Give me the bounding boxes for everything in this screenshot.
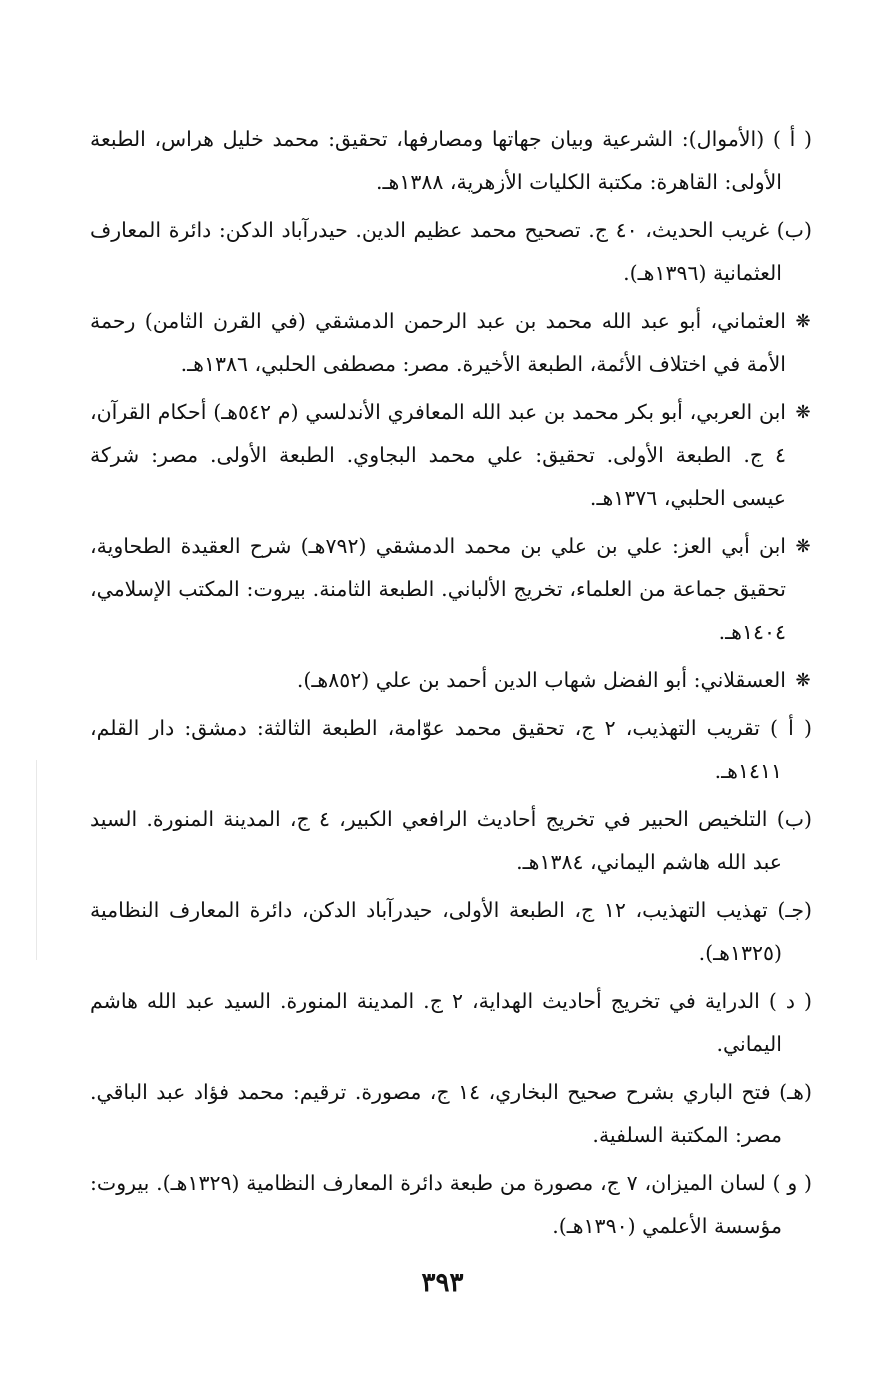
entry-text: ابن أبي العز: علي بن علي بن محمد الدمشقي (٧٩٢هـ) شرح العقيدة الطحاوية، تحقيق جماعة من العلماء، تخريج الألباني. الطبعة الثامنة. بيروت: المكتب الإسلامي، ١٤٠٤هـ. [90, 534, 786, 644]
bibliography-entry [90, 659, 812, 702]
entry-text: (جـ) تهذيب التهذيب، ١٢ ج، الطبعة الأولى، حيدرآباد الدكن، دائرة المعارف النظامية (١٣٢٥هـ). [90, 898, 813, 965]
bibliography-subentry [90, 798, 812, 884]
bibliography-subentry [90, 118, 812, 204]
entry-text: ابن العربي، أبو بكر محمد بن عبد الله المعافري الأندلسي (م ٥٤٢هـ) أحكام القرآن، ٤ ج. الطبعة الأولى. تحقيق: علي محمد البجاوي. الطبعة الأولى. مصر: شركة عيسى الحلبي، ١٣٧٦هـ. [90, 400, 786, 510]
entry-text: (ب) التلخيص الحبير في تخريج أحاديث الرافعي الكبير، ٤ ج، المدينة المنورة. السيد عبد الله هاشم اليماني، ١٣٨٤هـ. [90, 807, 812, 874]
bibliography-entry [90, 525, 812, 654]
page-number: ٣٩٣ [421, 1268, 464, 1298]
star-bullet-icon: ❋ [795, 402, 811, 423]
bibliography-page-body [90, 118, 812, 1253]
entry-text: ( أ ) (الأموال): الشرعية وبيان جهاتها ومصارفها، تحقيق: محمد خليل هراس، الطبعة الأولى: القاهرة: مكتبة الكليات الأزهرية، ١٣٨٨هـ. [90, 127, 812, 194]
star-bullet-icon: ❋ [795, 536, 811, 557]
bibliography-subentry [90, 707, 812, 793]
entry-text: ( أ ) تقريب التهذيب، ٢ ج، تحقيق محمد عوّامة، الطبعة الثالثة: دمشق: دار القلم، ١٤١١هـ. [90, 716, 813, 783]
bibliography-entry [90, 391, 812, 520]
bibliography-subentry [90, 1162, 812, 1248]
bibliography-entry [90, 300, 812, 386]
entry-text: (ب) غريب الحديث، ٤٠ ج. تصحيح محمد عظيم الدين. حيدرآباد الدكن: دائرة المعارف العثمانية (١٣٩٦هـ). [90, 218, 812, 285]
star-bullet-icon: ❋ [795, 311, 811, 332]
star-bullet-icon: ❋ [795, 670, 811, 691]
bibliography-subentry [90, 889, 812, 975]
entry-text: العثماني، أبو عبد الله محمد بن عبد الرحمن الدمشقي (في القرن الثامن) رحمة الأمة في اختلاف الأئمة، الطبعة الأخيرة. مصر: مصطفى الحلبي، ١٣٨٦هـ. [90, 309, 786, 376]
entry-text: ( د ) الدراية في تخريج أحاديث الهداية، ٢ ج. المدينة المنورة. السيد عبد الله هاشم اليماني. [90, 989, 812, 1056]
entry-text: العسقلاني: أبو الفضل شهاب الدين أحمد بن علي (٨٥٢هـ). [296, 668, 786, 692]
entry-text: ( و ) لسان الميزان، ٧ ج، مصورة من طبعة دائرة المعارف النظامية (١٣٢٩هـ). بيروت: مؤسسة الأعلمي (١٣٩٠هـ). [90, 1171, 813, 1238]
entry-text: (هـ) فتح الباري بشرح صحيح البخاري، ١٤ ج، مصورة. ترقيم: محمد فؤاد عبد الباقي. مصر: المكتبة السلفية. [90, 1080, 812, 1147]
bibliography-subentry [90, 1071, 812, 1157]
bibliography-subentry [90, 209, 812, 295]
bibliography-subentry [90, 980, 812, 1066]
scan-margin-line [36, 760, 37, 960]
